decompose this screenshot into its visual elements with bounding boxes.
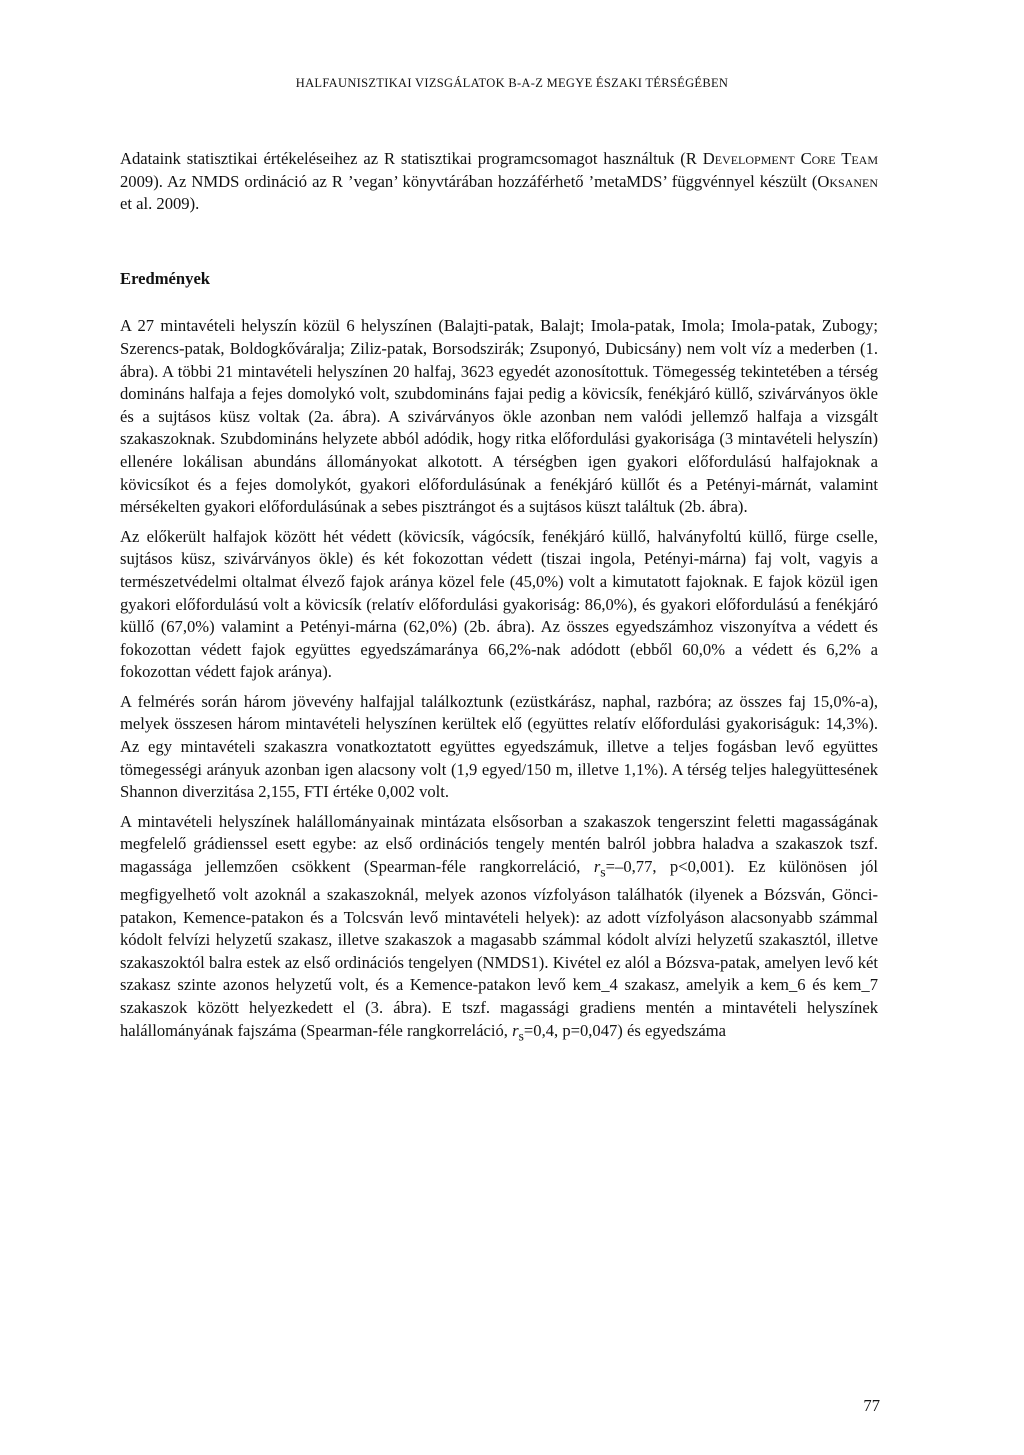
intro-text-3: et al. 2009). (120, 194, 200, 214)
intro-paragraph (120, 148, 878, 216)
symbol-s: s (600, 864, 606, 880)
body-text (120, 148, 878, 1047)
running-head: HALFAUNISZTIKAI VIZSGÁLATOK B-A-Z MEGYE ÉSZAKI TÉRSÉGÉBEN (295, 76, 729, 90)
results-paragraph-4 (120, 811, 878, 1048)
section-heading: Eredmények (120, 268, 211, 288)
symbol-s: s (518, 1027, 524, 1043)
citation-author: Oksanen (817, 171, 878, 191)
results-paragraph-1: A 27 mintavételi helyszín közül 6 helyszínen (Balajti-patak, Balajt; Imola-patak, Imola; Imola-patak, Zubogy; Szerencs-patak, Boldogkőváralja; Ziliz-patak, Borsodszirák; Zsuponyó, Dubicsány) nem volt víz a mederben (1. ábra). A többi 21 mintavételi helyszínen 20 halfaj, 3623 egyedét azonosítottuk. Tömegesség tekintetében a térség domináns halfaja a fejes domolykó volt, szubdomináns fajai pedig a kövicsík, fenékjáró küllő, szivárványos ökle és a sujtásos küsz voltak (2a. ábra). A szivárványos ökle azonban nem valódi jellemző halfaja a vizsgált szakaszoknak. Szubdomináns helyzete abból adódik, hogy ritka előfordulási gyakorisága (3 mintavételi helyszín) ellenére lokálisan abundáns állományokat alkotott. A térségben igen gyakori előfordulású halfajoknak a kövicsíkot és a fejes domolykót, gyakori előfordulásúnak a fenékjáró küllőt és a Petényi-márnát, valamint mérsékelten gyakori előfordulásúnak a sebes pisztrángot és a sujtásos küszt találtuk (2b. ábra). (120, 316, 878, 517)
symbol-r: r (593, 857, 601, 877)
para4-text-2: =–0,77, p<0,001). Ez különösen jól megfigyelhető volt azoknál a szakaszoknál, melyek azonos vízfolyáson találhatók (ilyenek a Bózsván, Gönci-patakon, Kemence-patakon és a Tolcsván levő mintavételi helyek): az adott vízfolyáson alacsonyabb számmal kódolt felvízi helyzetű szakasz, illetve szakaszok a magasabb számmal kódolt alvízi helyzetű szakasztól, illetve szakaszoktól balra estek az első ordinációs tengelyen (NMDS1). Kivétel ez alól a Bózsva-patak, amelyen levő két szakasz szinte azonos helyzetű volt, és a Kemence-patakon levő kem_4 szakasz, amelyik a kem_6 és kem_7 szakaszok között helyezkedett el (3. ábra). E tszf. magassági gradiens mentén a mintavételi helyszínek halállományának fajszáma (Spearman-féle rangkorreláció, (120, 857, 878, 1040)
para4-text-1: A mintavételi helyszínek halállományainak mintázata elsősorban a szakaszok tengerszint feletti magasságának megfelelő grádienssel esett egybe: az első ordinációs tengely mentén balról jobbra haladva a szakaszok tszf. magassága jellemzően csökkent (Spearman-féle rangkorreláció, (120, 811, 878, 877)
para4-text-3: =0,4, p=0,047) és egyedszáma (523, 1020, 727, 1040)
intro-text-2: 2009). Az NMDS ordináció az R ’vegan’ könyvtárában hozzáférhető ’metaMDS’ függvénnyel készült ( (120, 171, 818, 191)
citation-team: Development Core Team (702, 149, 879, 168)
results-paragraph-3: A felmérés során három jövevény halfajjal találkoztunk (ezüstkárász, naphal, razbóra; az összes faj 15,0%-a), melyek összesen három mintavételi helyszínen kerültek elő (együttes relatív előfordulási gyakoriságuk: 14,3%). Az egy mintavételi szakaszra vonatkoztatott együttes egyedszámuk, illetve a teljes fogásban levő együttes tömegességi arányuk azonban igen alacsony volt (1,9 egyed/150 m, illetve 1,1%). A térség teljes halegyüttesének Shannon diverzitása 2,155, FTI értéke 0,002 volt. (120, 691, 878, 802)
results-paragraph-2: Az előkerült halfajok között hét védett (kövicsík, vágócsík, fenékjáró küllő, halványfoltú küllő, fürge cselle, sujtásos küsz, szivárványos ökle) és két fokozottan védett (tiszai ingola, Petényi-márna) faj volt, vagyis a természetvédelmi oltalmat élvező fajok aránya közel fele (45,0%) volt a kimutatott fajoknak. E fajok közül igen gyakori előfordulású volt a kövicsík (relatív előfordulási gyakoriság: 86,0%), és gyakori előfordulású a fenékjáró küllő (67,0%) valamint a Petényi-márna (62,0%) (2b. ábra). Az összes egyedszámhoz viszonyítva a védett és fokozottan védett fajok együttes egyedszámaránya 66,2%-nak adódott (ebből 60,0% a védett és 6,2% a fokozottan védett fajok aránya). (120, 526, 878, 682)
intro-text-1: Adataink statisztikai értékeléseihez az R statisztikai programcsomagot használtuk (R (120, 149, 703, 168)
symbol-r: r (512, 1020, 519, 1040)
page-number: 77 (863, 1396, 880, 1415)
